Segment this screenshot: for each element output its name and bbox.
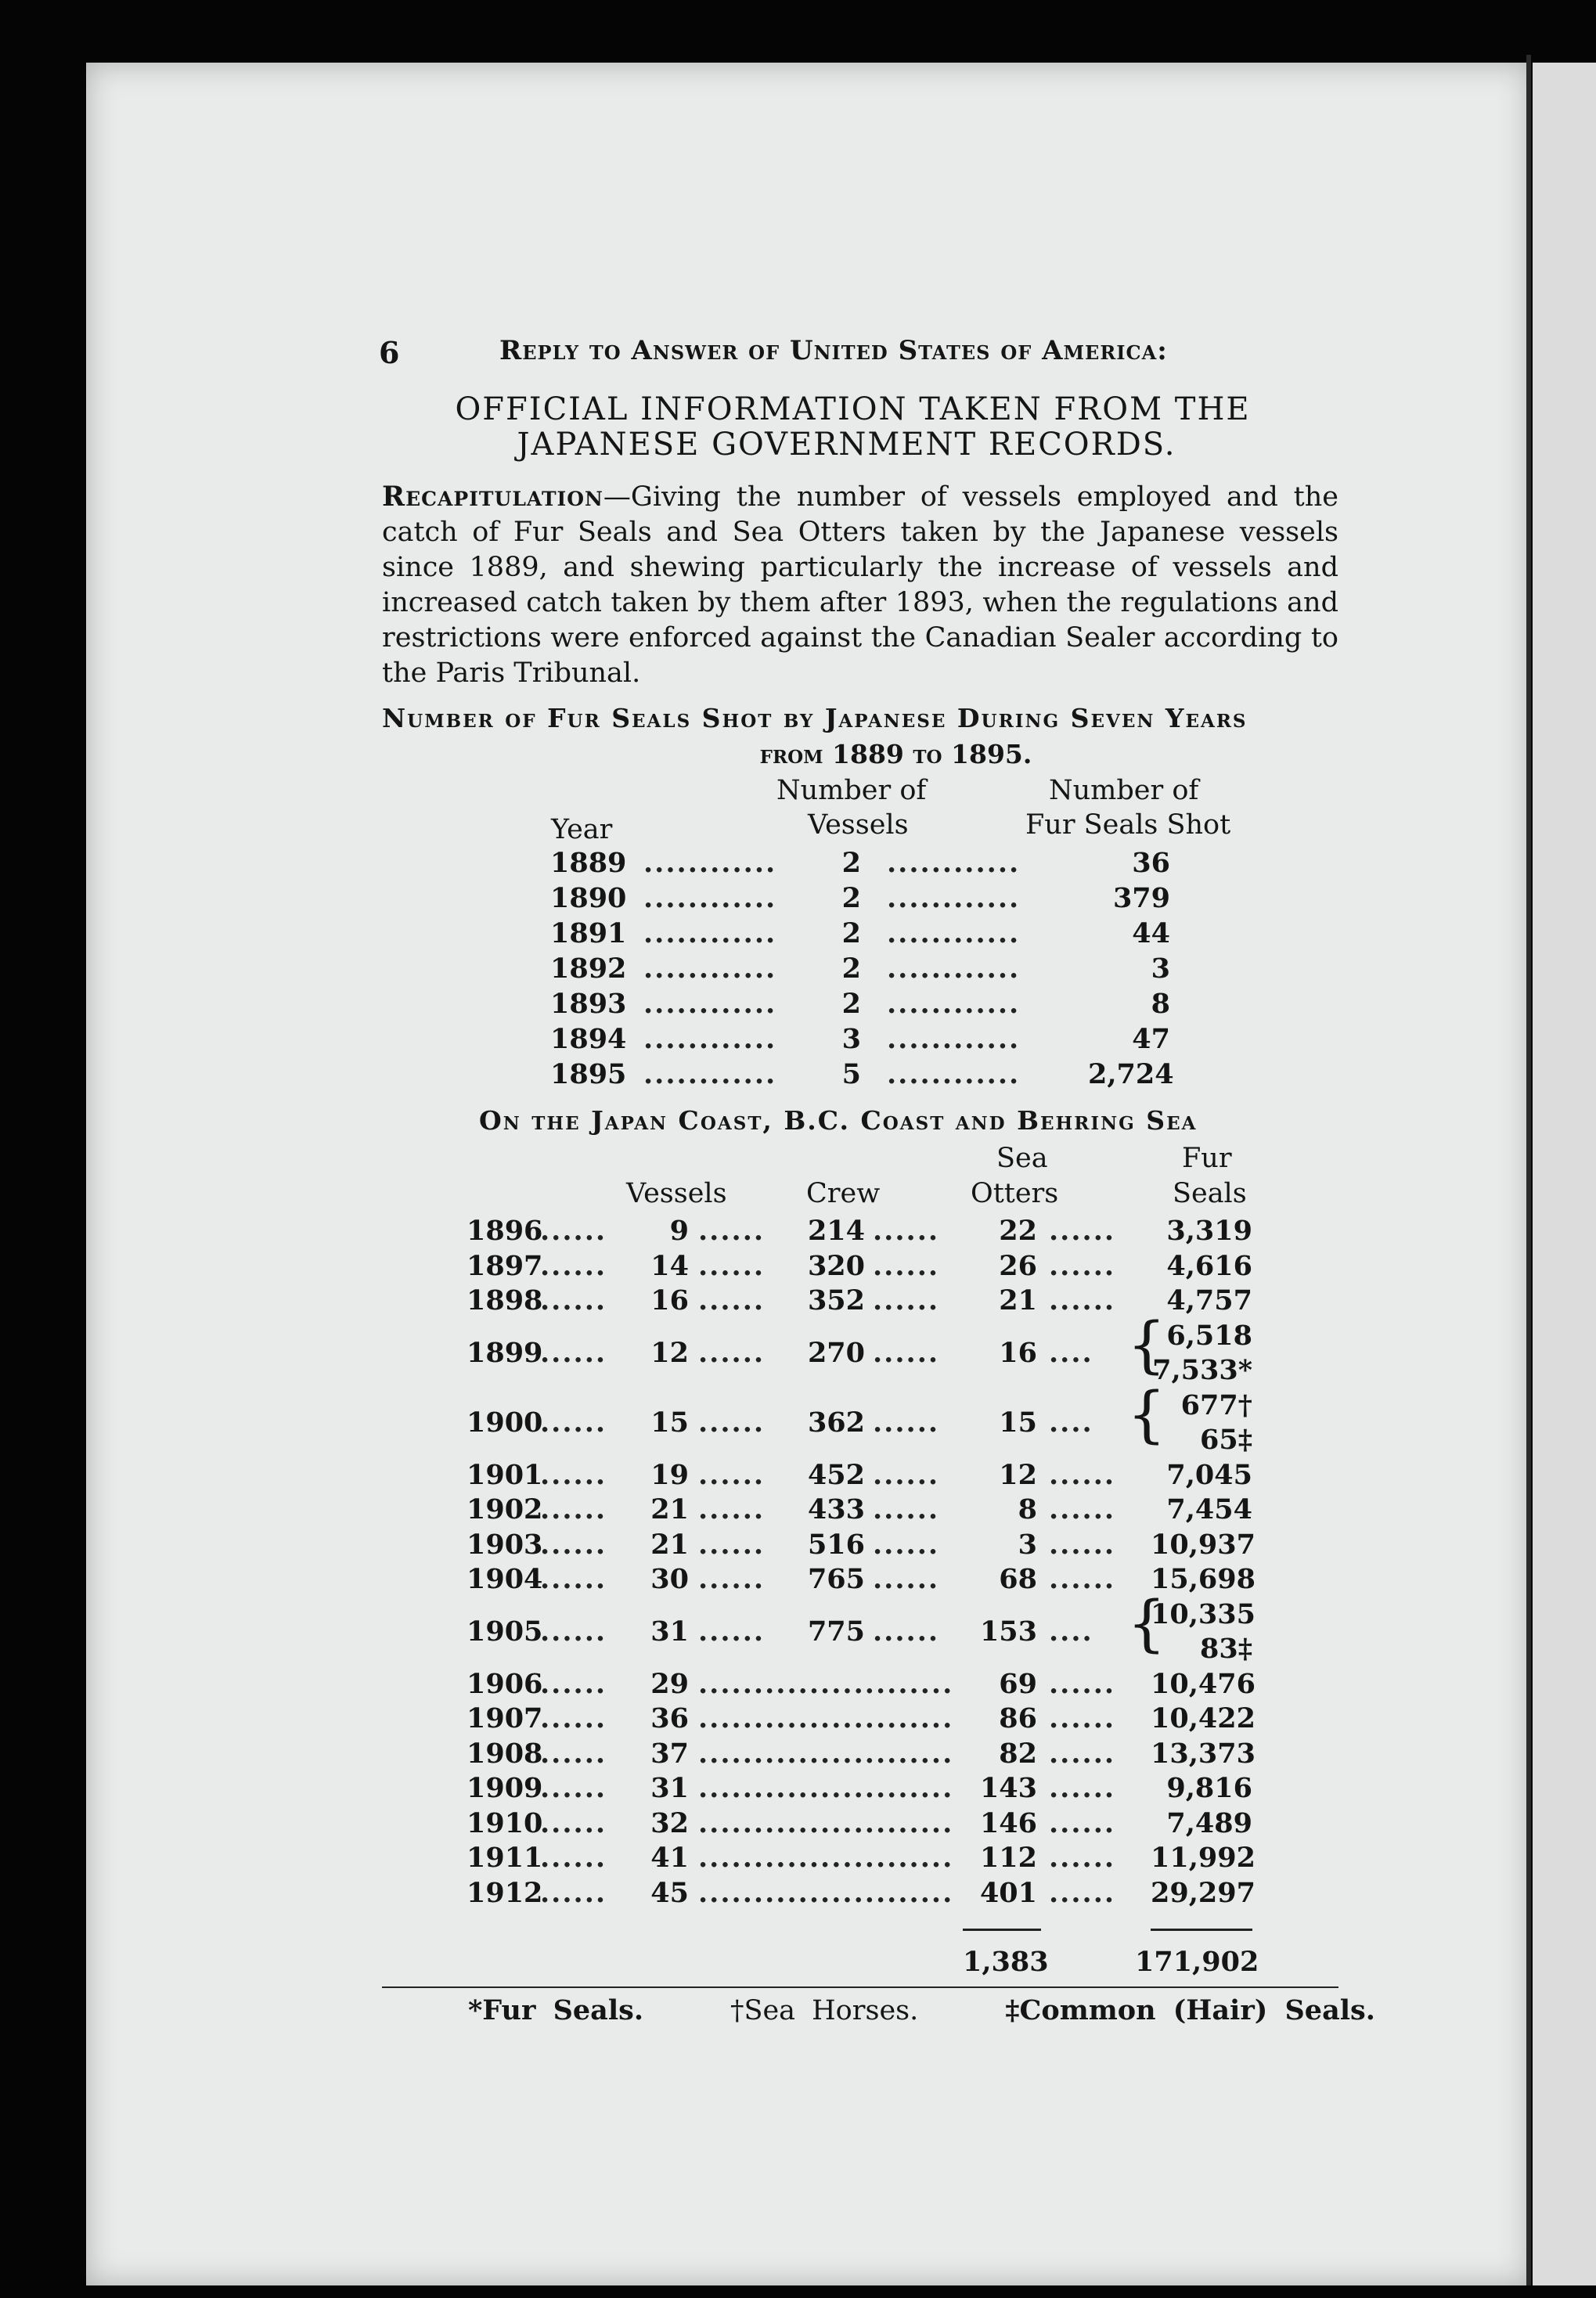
table2-crew: 270 bbox=[807, 1336, 865, 1369]
table2-seals: 10,335 bbox=[1151, 1597, 1256, 1630]
table1-leader-dots: ............ bbox=[887, 882, 1021, 914]
table2-year: 1898 bbox=[467, 1284, 543, 1316]
table2-crew: 362 bbox=[807, 1406, 865, 1439]
table2-leader-dots: ...... bbox=[1049, 1563, 1116, 1595]
table2-vessels: 32 bbox=[650, 1806, 689, 1839]
brace-icon: { bbox=[1127, 1309, 1166, 1381]
table2-year: 1899 bbox=[467, 1336, 543, 1369]
table2-leader-dots: ...... bbox=[1049, 1528, 1116, 1561]
table2-leader-dots: ...... bbox=[1049, 1842, 1116, 1874]
table2-leader-dots: ...... bbox=[540, 1615, 607, 1648]
table2-otters: 8 bbox=[1018, 1493, 1037, 1525]
table2-col-vessels: Vessels bbox=[626, 1178, 727, 1209]
table2-year: 1903 bbox=[467, 1528, 543, 1561]
table1-heading-line-1: Number of Fur Seals Shot by Japanese During Seven Years bbox=[382, 703, 1248, 733]
table2-otters: 12 bbox=[999, 1458, 1037, 1491]
table2-leader-dots: .... bbox=[1049, 1615, 1093, 1648]
table2-year: 1905 bbox=[467, 1615, 543, 1648]
table2-otters: 82 bbox=[999, 1737, 1037, 1770]
table2-leader-dots: ...... bbox=[1049, 1458, 1116, 1491]
table2-vessels: 15 bbox=[650, 1406, 689, 1439]
table2-otters: 3 bbox=[1018, 1528, 1037, 1561]
table2-vessels: 19 bbox=[650, 1458, 689, 1491]
table1-col-seals-1: Number of bbox=[1049, 775, 1199, 806]
table2-leader-dots: ...... bbox=[540, 1284, 607, 1316]
table2-seals: 11,992 bbox=[1151, 1842, 1256, 1874]
table2-vessels: 14 bbox=[650, 1249, 689, 1282]
table2-leader-dots: ...... bbox=[873, 1336, 940, 1369]
table2-leader-dots: ...... bbox=[540, 1528, 607, 1561]
table1-col-seals-2: Fur Seals Shot bbox=[1025, 809, 1231, 841]
table2-seals: 677† bbox=[1180, 1389, 1252, 1421]
table2-crew: 433 bbox=[807, 1493, 865, 1525]
table2-leader-dots: ...... bbox=[873, 1563, 940, 1595]
table1-year: 1891 bbox=[550, 917, 627, 949]
table1-leader-dots: ............ bbox=[643, 917, 777, 949]
table1-vessels: 5 bbox=[841, 1058, 861, 1090]
table2-otters: 15 bbox=[999, 1406, 1037, 1439]
table1-year: 1892 bbox=[550, 953, 627, 985]
table2-seals: 7,533* bbox=[1152, 1353, 1252, 1386]
table2-leader-dots: ...... bbox=[698, 1458, 766, 1491]
table2-otters: 26 bbox=[999, 1249, 1037, 1282]
table2-vessels: 45 bbox=[650, 1876, 689, 1909]
table2-leader-dots: ...... bbox=[540, 1806, 607, 1839]
table1-year: 1893 bbox=[550, 988, 627, 1020]
table1-seals: 44 bbox=[1132, 917, 1170, 949]
table2-seals: 83‡ bbox=[1199, 1632, 1252, 1665]
table2-vessels: 31 bbox=[650, 1615, 689, 1648]
table1-leader-dots: ............ bbox=[887, 917, 1021, 949]
table1-leader-dots: ............ bbox=[887, 847, 1021, 879]
table2-vessels: 21 bbox=[650, 1493, 689, 1525]
table2-year: 1896 bbox=[467, 1215, 543, 1247]
table2-otters: 112 bbox=[979, 1842, 1037, 1874]
table2-seals: 7,045 bbox=[1166, 1458, 1252, 1491]
table1-col-vessels-1: Number of bbox=[776, 775, 927, 806]
footnote bbox=[468, 1994, 1375, 2026]
table2-leader-dots: ....................... bbox=[698, 1772, 954, 1804]
table2-seals: 7,454 bbox=[1166, 1493, 1252, 1525]
table2-otters: 86 bbox=[999, 1702, 1037, 1734]
table2-leader-dots: ...... bbox=[540, 1336, 607, 1369]
table2-year: 1904 bbox=[467, 1563, 543, 1595]
table2-leader-dots: ...... bbox=[540, 1842, 607, 1874]
recapitulation-text: —Giving the number of vessels employed and the catch of Fur Seals and Sea Otters taken by the Japanese vessels since 1889, and shewing particularly the increase of vessels and increased catch taken by them after 1893, when the regulations and restrictions were enforced against the Canadian Sealer according to the Paris Tribunal. bbox=[382, 481, 1338, 689]
table2-leader-dots: ...... bbox=[873, 1615, 940, 1648]
table2-crew: 352 bbox=[807, 1284, 865, 1316]
table1-year: 1894 bbox=[550, 1023, 627, 1055]
table1-leader-dots: ............ bbox=[643, 882, 777, 914]
table2-leader-dots: ...... bbox=[873, 1458, 940, 1491]
table2-leader-dots: ...... bbox=[540, 1667, 607, 1700]
table2-crew: 452 bbox=[807, 1458, 865, 1491]
table2-year: 1909 bbox=[467, 1772, 543, 1804]
table2-seals: 10,937 bbox=[1151, 1528, 1256, 1561]
table2-col-crew: Crew bbox=[806, 1178, 881, 1209]
table2-leader-dots: ....................... bbox=[698, 1806, 954, 1839]
table2-leader-dots: ....................... bbox=[698, 1702, 954, 1734]
running-header: Reply to Answer of United States of America: bbox=[499, 335, 1168, 366]
table2-leader-dots: ...... bbox=[540, 1702, 607, 1734]
table2-crew: 320 bbox=[807, 1249, 865, 1282]
table2-leader-dots: ...... bbox=[1049, 1876, 1116, 1909]
table2-leader-dots: ...... bbox=[1049, 1249, 1116, 1282]
table2-year: 1901 bbox=[467, 1458, 543, 1491]
total-seals: 171,902 bbox=[1135, 1946, 1259, 1978]
brace-icon: { bbox=[1127, 1588, 1166, 1659]
table2-crew: 214 bbox=[807, 1215, 865, 1247]
table2-seals: 10,422 bbox=[1151, 1702, 1256, 1734]
table2-seals: 7,489 bbox=[1166, 1806, 1252, 1839]
table1-seals: 47 bbox=[1132, 1023, 1170, 1055]
table2-leader-dots: ...... bbox=[1049, 1284, 1116, 1316]
table1-leader-dots: ............ bbox=[887, 1058, 1021, 1090]
table2-seals: 4,616 bbox=[1166, 1249, 1252, 1282]
table2-leader-dots: ...... bbox=[698, 1336, 766, 1369]
table2-year: 1902 bbox=[467, 1493, 543, 1525]
table2-otters: 146 bbox=[979, 1806, 1037, 1839]
table2-leader-dots: ...... bbox=[1049, 1702, 1116, 1734]
table2-leader-dots: ...... bbox=[540, 1249, 607, 1282]
table2-otters: 16 bbox=[999, 1336, 1037, 1369]
table2-col-seals-2: Seals bbox=[1173, 1178, 1247, 1209]
table2-leader-dots: ...... bbox=[698, 1493, 766, 1525]
table2-vessels: 16 bbox=[650, 1284, 689, 1316]
table2-year: 1911 bbox=[467, 1842, 543, 1874]
table2-year: 1906 bbox=[467, 1667, 543, 1700]
table2-leader-dots: ...... bbox=[698, 1528, 766, 1561]
table1-vessels: 2 bbox=[841, 882, 861, 914]
table2-leader-dots: ...... bbox=[540, 1406, 607, 1439]
table2-col-seals-1: Fur bbox=[1182, 1143, 1232, 1174]
table2-vessels: 36 bbox=[650, 1702, 689, 1734]
table2-leader-dots: ...... bbox=[540, 1493, 607, 1525]
table2-otters: 68 bbox=[999, 1563, 1037, 1595]
table1-vessels: 2 bbox=[841, 917, 861, 949]
table2-leader-dots: ....................... bbox=[698, 1667, 954, 1700]
table2-seals: 15,698 bbox=[1151, 1563, 1256, 1595]
table1-year: 1895 bbox=[550, 1058, 627, 1090]
table1-seals: 8 bbox=[1151, 988, 1170, 1020]
table2-seals: 6,518 bbox=[1166, 1319, 1252, 1352]
table2-seals: 65‡ bbox=[1199, 1423, 1252, 1456]
page-gutter bbox=[1526, 55, 1531, 2285]
table2-otters: 401 bbox=[979, 1876, 1037, 1909]
table2-seals: 10,476 bbox=[1151, 1667, 1256, 1700]
table1-leader-dots: ............ bbox=[643, 953, 777, 985]
table1-leader-dots: ............ bbox=[643, 1058, 777, 1090]
table2-leader-dots: ...... bbox=[1049, 1493, 1116, 1525]
table1-vessels: 3 bbox=[841, 1023, 861, 1055]
table2-leader-dots: ...... bbox=[698, 1615, 766, 1648]
table2-year: 1910 bbox=[467, 1806, 543, 1839]
table2-leader-dots: ...... bbox=[1049, 1667, 1116, 1700]
table2-leader-dots: ...... bbox=[1049, 1215, 1116, 1247]
table1-leader-dots: ............ bbox=[887, 988, 1021, 1020]
table2-col-otters-1: Sea bbox=[996, 1143, 1048, 1174]
table2-vessels: 21 bbox=[650, 1528, 689, 1561]
table2-leader-dots: ...... bbox=[873, 1493, 940, 1525]
table1-leader-dots: ............ bbox=[887, 953, 1021, 985]
table2-seals: 3,319 bbox=[1166, 1215, 1252, 1247]
table2-leader-dots: ....................... bbox=[698, 1876, 954, 1909]
table1-seals: 2,724 bbox=[1088, 1058, 1174, 1090]
table2-year: 1900 bbox=[467, 1406, 543, 1439]
table2-leader-dots: ....................... bbox=[698, 1737, 954, 1770]
table2-crew: 516 bbox=[807, 1528, 865, 1561]
table2-seals: 4,757 bbox=[1166, 1284, 1252, 1316]
table2-otters: 69 bbox=[999, 1667, 1037, 1700]
table2-otters: 22 bbox=[999, 1215, 1037, 1247]
table2-leader-dots: ...... bbox=[873, 1215, 940, 1247]
table2-vessels: 41 bbox=[650, 1842, 689, 1874]
table2-otters: 143 bbox=[979, 1772, 1037, 1804]
table2-leader-dots: ...... bbox=[698, 1284, 766, 1316]
table1-leader-dots: ............ bbox=[643, 1023, 777, 1055]
table2-year: 1912 bbox=[467, 1876, 543, 1909]
table2-vessels: 29 bbox=[650, 1667, 689, 1700]
recapitulation-paragraph bbox=[382, 479, 1338, 691]
table1-leader-dots: ............ bbox=[643, 988, 777, 1020]
table1-year: 1889 bbox=[550, 847, 627, 879]
table2-leader-dots: ...... bbox=[698, 1406, 766, 1439]
table2-leader-dots: ...... bbox=[873, 1249, 940, 1282]
table2-crew: 765 bbox=[807, 1563, 865, 1595]
total-otters: 1,383 bbox=[963, 1946, 1049, 1978]
table2-leader-dots: ...... bbox=[873, 1284, 940, 1316]
table2-leader-dots: ...... bbox=[698, 1563, 766, 1595]
title-line-2: JAPANESE GOVERNMENT RECORDS. bbox=[517, 427, 1176, 463]
footnote-rule bbox=[382, 1986, 1338, 1988]
table2-otters: 153 bbox=[979, 1615, 1037, 1648]
table1-col-year: Year bbox=[551, 814, 613, 845]
table1-seals: 3 bbox=[1151, 953, 1170, 985]
table2-vessels: 12 bbox=[650, 1336, 689, 1369]
table1-col-vessels-2: Vessels bbox=[808, 809, 909, 841]
footnote-sea-horses: †Sea Horses. bbox=[730, 1995, 919, 2026]
table2-leader-dots: ...... bbox=[540, 1563, 607, 1595]
table2-leader-dots: ...... bbox=[540, 1215, 607, 1247]
table2-leader-dots: ...... bbox=[873, 1406, 940, 1439]
table2-vessels: 30 bbox=[650, 1563, 689, 1595]
table2-year: 1907 bbox=[467, 1702, 543, 1734]
seals-total-rule bbox=[1151, 1929, 1252, 1931]
table2-heading: On the Japan Coast, B.C. Coast and Behring Sea bbox=[479, 1105, 1198, 1136]
brace-icon: { bbox=[1127, 1379, 1166, 1450]
table1-vessels: 2 bbox=[841, 988, 861, 1020]
table2-otters: 21 bbox=[999, 1284, 1037, 1316]
table2-leader-dots: ...... bbox=[540, 1772, 607, 1804]
table1-vessels: 2 bbox=[841, 847, 861, 879]
table2-year: 1897 bbox=[467, 1249, 543, 1282]
footnote-fur-seals: *Fur Seals. bbox=[468, 1994, 644, 2026]
table2-leader-dots: ...... bbox=[540, 1876, 607, 1909]
table2-leader-dots: ...... bbox=[540, 1737, 607, 1770]
table1-seals: 379 bbox=[1112, 882, 1170, 914]
table1-vessels: 2 bbox=[841, 953, 861, 985]
footnote-common-seals: ‡Common (Hair) Seals. bbox=[1005, 1994, 1375, 2026]
table2-leader-dots: .... bbox=[1049, 1336, 1093, 1369]
recapitulation-lead: Recapitulation bbox=[382, 481, 603, 513]
table2-year: 1908 bbox=[467, 1737, 543, 1770]
otters-total-rule bbox=[963, 1929, 1041, 1931]
table2-seals: 29,297 bbox=[1151, 1876, 1256, 1909]
table2-leader-dots: ...... bbox=[1049, 1737, 1116, 1770]
table2-leader-dots: ...... bbox=[1049, 1806, 1116, 1839]
table2-leader-dots: ...... bbox=[698, 1249, 766, 1282]
table2-leader-dots: ...... bbox=[873, 1528, 940, 1561]
table1-seals: 36 bbox=[1132, 847, 1170, 879]
table2-leader-dots: ....................... bbox=[698, 1842, 954, 1874]
table1-year: 1890 bbox=[550, 882, 627, 914]
table2-vessels: 37 bbox=[650, 1737, 689, 1770]
table2-seals: 9,816 bbox=[1166, 1772, 1252, 1804]
table2-leader-dots: ...... bbox=[1049, 1772, 1116, 1804]
table2-vessels: 9 bbox=[669, 1215, 689, 1247]
table2-vessels: 31 bbox=[650, 1772, 689, 1804]
table2-leader-dots: .... bbox=[1049, 1406, 1093, 1439]
table1-heading-line-2: from 1889 to 1895. bbox=[759, 739, 1032, 769]
table1-leader-dots: ............ bbox=[887, 1023, 1021, 1055]
table2-leader-dots: ...... bbox=[698, 1215, 766, 1247]
table1-leader-dots: ............ bbox=[643, 847, 777, 879]
table2-crew: 775 bbox=[807, 1615, 865, 1648]
title-line-1: OFFICIAL INFORMATION TAKEN FROM THE bbox=[455, 391, 1251, 427]
table2-col-otters-2: Otters bbox=[971, 1178, 1059, 1209]
table2-leader-dots: ...... bbox=[540, 1458, 607, 1491]
page-number: 6 bbox=[379, 335, 400, 370]
table2-seals: 13,373 bbox=[1151, 1737, 1256, 1770]
